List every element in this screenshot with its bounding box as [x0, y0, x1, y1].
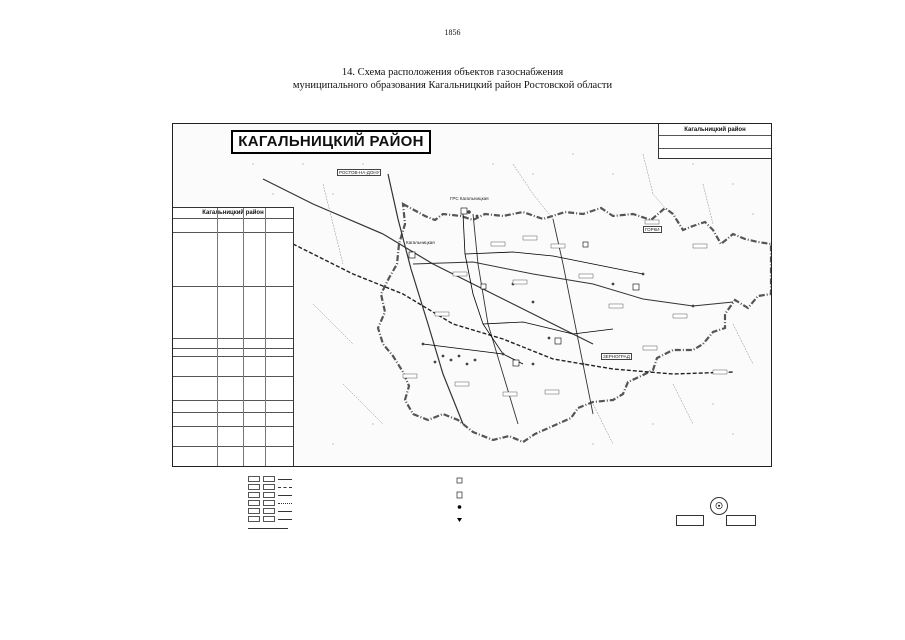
table-col-divider	[217, 208, 218, 466]
road-1	[263, 179, 593, 344]
table-row	[173, 356, 293, 377]
gas-pipeline-2	[465, 252, 643, 274]
publisher-logo	[676, 497, 758, 531]
table-col-divider	[265, 208, 266, 466]
place-label-zernograd: ЗЕРНОГРАД	[603, 354, 630, 359]
legend-symbols	[454, 476, 466, 532]
map-frame	[172, 123, 772, 467]
table-row	[173, 426, 293, 447]
map-legend	[248, 476, 678, 536]
table-col-divider	[243, 208, 244, 466]
place-label-grs: ГРС Кагальницкая	[450, 196, 489, 201]
legend-item	[248, 526, 290, 533]
place-label-gorki: ГОРКИ	[645, 227, 660, 232]
logo-box-left	[676, 515, 704, 526]
road-5	[553, 219, 593, 414]
legend-item	[248, 492, 294, 499]
right-summary-table	[658, 124, 771, 159]
table-row	[659, 148, 771, 149]
legend-item	[248, 508, 294, 515]
title-line-2: муниципального образования Кагальницкий район Ростовской области	[292, 80, 613, 91]
logo-box-right	[726, 515, 756, 526]
legend-item	[248, 484, 294, 491]
railway	[293, 244, 733, 374]
page-title	[0, 66, 905, 92]
district-title: КАГАЛЬНИЦКИЙ РАЙОН	[231, 130, 431, 154]
minor-roads	[313, 154, 753, 444]
legend-item	[248, 516, 294, 523]
left-stats-table	[173, 207, 294, 466]
emblem-icon: ☉	[710, 497, 728, 515]
table-row	[173, 286, 293, 339]
pipeline-tag-boxes	[403, 220, 727, 396]
table-row	[173, 376, 293, 401]
road-2	[388, 174, 463, 424]
title-line-1: 14. Схема расположения объектов газоснабжения	[341, 67, 564, 78]
right-table-title: Кагальницкий район	[684, 127, 746, 133]
table-row	[173, 446, 293, 467]
left-table-title: Кагальницкий район	[202, 210, 264, 216]
gas-pipeline-3	[483, 322, 613, 334]
legend-item	[248, 476, 294, 483]
legend-item	[248, 500, 294, 507]
table-row	[173, 218, 293, 233]
road-3	[413, 262, 733, 306]
table-row	[173, 412, 293, 427]
table-row	[173, 232, 293, 287]
city-label-rostov: РОСТОВ-НА-ДОНУ	[339, 170, 380, 175]
table-row	[659, 135, 771, 136]
place-label-kagalnitskaya: Кагальницкая	[406, 240, 435, 245]
page-number: 1856	[444, 28, 461, 37]
